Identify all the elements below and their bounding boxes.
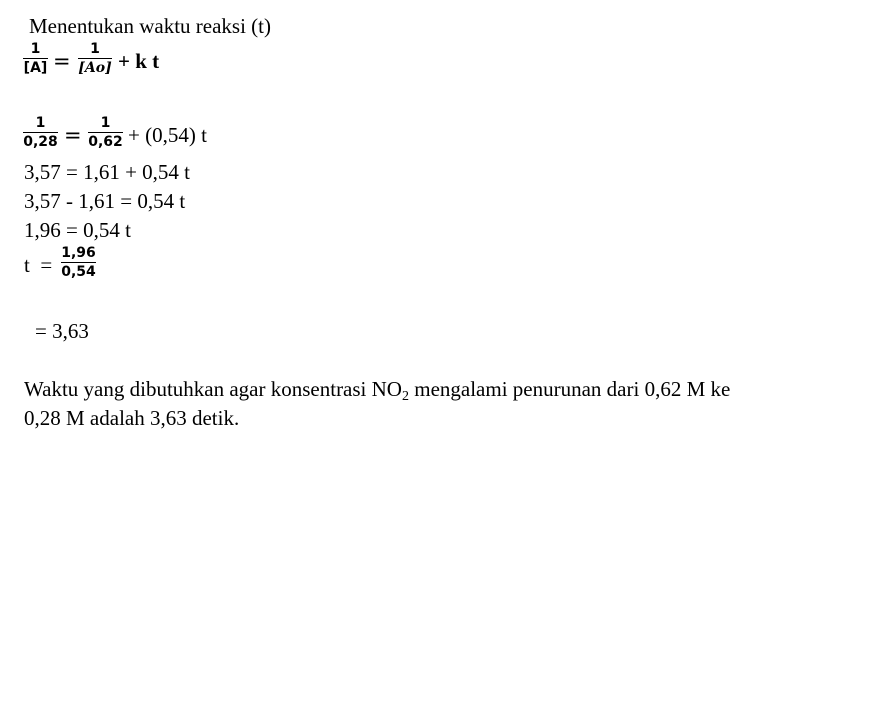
conclusion-line-2: 0,28 M adalah 3,63 detik. <box>24 406 240 430</box>
result-line: = 3,63 <box>35 319 89 343</box>
formula-lhs-denominator: [A] <box>23 60 48 76</box>
formula-rest: + k t <box>118 49 160 73</box>
substitution-rhs-denominator: 0,62 <box>88 134 123 150</box>
fraction-bar <box>88 132 123 133</box>
substitution-rhs-fraction <box>88 115 123 150</box>
substitution-lhs-fraction <box>23 115 58 150</box>
substitution-lhs-numerator: 1 <box>35 115 46 131</box>
step-line: 3,57 = 1,61 + 0,54 t <box>24 160 191 184</box>
step-line: 3,57 - 1,61 = 0,54 t <box>24 189 186 213</box>
conclusion-text-a: Waktu yang dibutuhkan agar konsentrasi NO <box>24 377 402 401</box>
formula-lhs-numerator: 1 <box>30 41 41 57</box>
substitution-lhs-denominator: 0,28 <box>23 134 58 150</box>
formula-lhs-fraction <box>23 41 48 76</box>
conclusion-line-1 <box>24 377 731 404</box>
t-prefix: t = <box>24 253 53 277</box>
step-line: 1,96 = 0,54 t <box>24 218 131 242</box>
fraction-bar <box>23 58 48 59</box>
conclusion-text-b: mengalami penurunan dari 0,62 M ke <box>408 377 731 401</box>
fraction-bar <box>61 262 96 263</box>
fraction-bar <box>78 58 112 59</box>
no2-subscript: 2 <box>401 389 409 404</box>
heading: Menentukan waktu reaksi (t) <box>29 14 272 38</box>
substitution-equals: = <box>64 123 82 147</box>
t-denominator: 0,54 <box>61 264 96 280</box>
fraction-bar <box>23 132 58 133</box>
formula-equals: = <box>53 49 71 73</box>
substitution-rest: + (0,54) t <box>128 123 207 147</box>
t-fraction <box>61 245 96 280</box>
formula-rhs-fraction <box>78 41 112 76</box>
formula-rhs-numerator: 1 <box>90 41 100 57</box>
substitution-rhs-numerator: 1 <box>100 115 111 131</box>
t-numerator: 1,96 <box>61 245 96 261</box>
formula-rhs-denominator: [Ao] <box>78 60 112 76</box>
